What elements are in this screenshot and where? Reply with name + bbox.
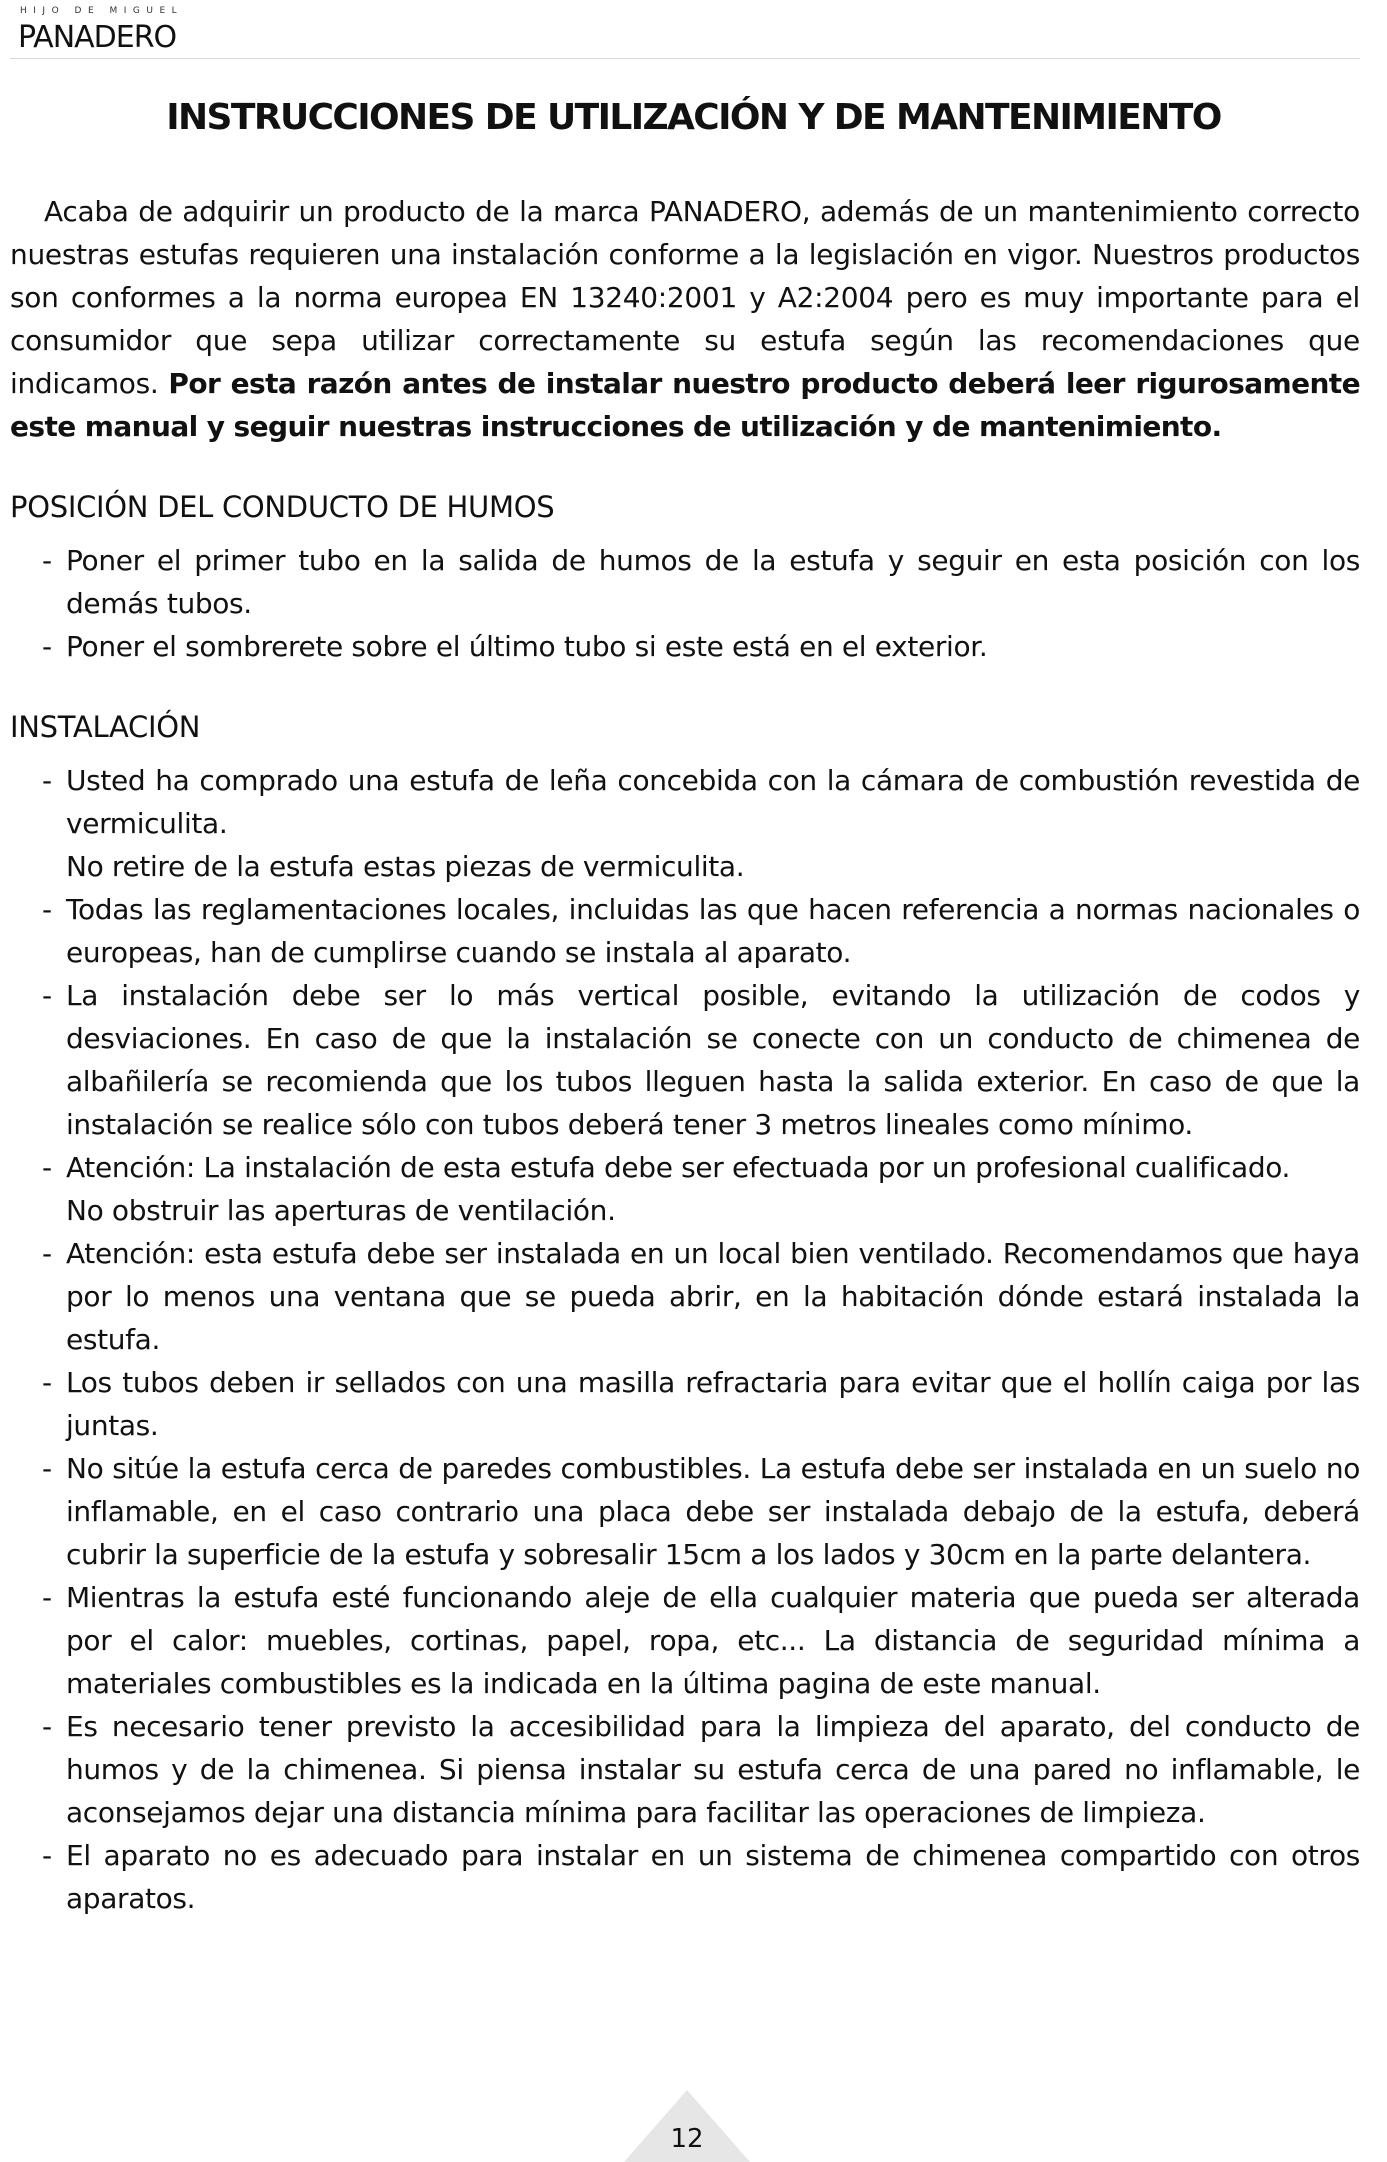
list-item: - Todas las reglamentaciones locales, incluidas las que hacen referencia a normas nacionales o europeas, han de cumplirse cuando se instala al aparato. bbox=[42, 893, 1360, 969]
list-item: - El aparato no es adecuado para instalar en un sistema de chimenea compartido con otros aparatos. bbox=[42, 1839, 1360, 1915]
brand-logo: PANADERO bbox=[18, 20, 177, 55]
section-heading-installation: INSTALACIÓN bbox=[10, 710, 201, 744]
list-item: - Poner el primer tubo en la salida de humos de la estufa y seguir en esta posición con los demás tubos. bbox=[42, 544, 1360, 620]
installation-list bbox=[10, 759, 1360, 1920]
intro-warning: Por esta razón antes de instalar nuestro producto deberá leer rigurosamente este manual y seguir nuestras instrucciones de utilización y de mantenimiento. bbox=[10, 367, 1360, 443]
page-header bbox=[10, 6, 1360, 60]
list-item: - Usted ha comprado una estufa de leña concebida con la cámara de combustión revestida de vermiculita. No retire de la estufa estas piezas de vermiculita. bbox=[10, 759, 1360, 888]
list-item: - Es necesario tener previsto la accesibilidad para la limpieza del aparato, del conducto de humos y de la chimenea. Si piensa instalar su estufa cerca de una pared no inflamable, le aconsejamos dejar una distancia mínima para facilitar las operaciones de limpieza. bbox=[42, 1710, 1360, 1829]
list-item: - Los tubos deben ir sellados con una masilla refractaria para evitar que el hollín caiga por las juntas. bbox=[42, 1366, 1360, 1442]
section-heading-smoke-duct: POSICIÓN DEL CONDUCTO DE HUMOS bbox=[10, 490, 555, 524]
document-body bbox=[10, 190, 1360, 1920]
page-number-badge bbox=[622, 2088, 752, 2162]
list-item: - No sitúe la estufa cerca de paredes combustibles. La estufa debe ser instalada en un suelo no inflamable, en el caso contrario una placa debe ser instalada debajo de la estufa, deberá cubrir la superficie de la estufa y sobresalir 15cm a los lados y 30cm en la parte delantera. bbox=[42, 1452, 1360, 1571]
list-item: - Mientras la estufa esté funcionando aleje de ella cualquier materia que pueda ser alterada por el calor: muebles, cortinas, papel, ropa, etc... La distancia de seguridad mínima a materiales combustibles es la indicada en la última pagina de este manual. bbox=[42, 1581, 1360, 1700]
list-item: - Poner el sombrerete sobre el último tubo si este está en el exterior. bbox=[42, 630, 988, 663]
page-title: INSTRUCCIONES DE UTILIZACIÓN Y DE MANTENIMIENTO bbox=[166, 97, 1221, 138]
intro-paragraph bbox=[10, 190, 1360, 448]
list-item-continuation: No retire de la estufa estas piezas de vermiculita. bbox=[66, 850, 745, 883]
list-item: - La instalación debe ser lo más vertical posible, evitando la utilización de codos y desviaciones. En caso de que la instalación se conecte con un conducto de chimenea de albañilería se recomienda que los tubos lleguen hasta la salida exterior. En caso de que la instalación se realice sólo con tubos deberá tener 3 metros lineales como mínimo. bbox=[42, 979, 1360, 1141]
list-item: - Atención: esta estufa debe ser instalada en un local bien ventilado. Recomendamos que haya por lo menos una ventana que se pueda abrir, en la habitación dónde estará instalada la estufa. bbox=[42, 1237, 1360, 1356]
smoke-duct-list bbox=[10, 539, 1360, 668]
intro-text: Acaba de adquirir un producto de la marca PANADERO, además de un mantenimiento correcto nuestras estufas requieren una instalación conforme a la legislación en vigor. Nuestros productos son conformes a la norma europea EN 13240:2001 y A2:2004 pero es muy importante para el consumidor que sepa utilizar correctamente su estufa según las recomendaciones que indicamos. bbox=[10, 195, 1360, 400]
list-item-continuation: No obstruir las aperturas de ventilación. bbox=[66, 1194, 616, 1227]
list-item: - Atención: La instalación de esta estufa debe ser efectuada por un profesional cualificado. No obstruir las aperturas de ventilación. bbox=[10, 1146, 1360, 1232]
page-number: 12 bbox=[670, 2124, 704, 2154]
logo-tagline: HIJO DE MIGUEL bbox=[20, 6, 184, 16]
header-divider bbox=[10, 58, 1360, 59]
